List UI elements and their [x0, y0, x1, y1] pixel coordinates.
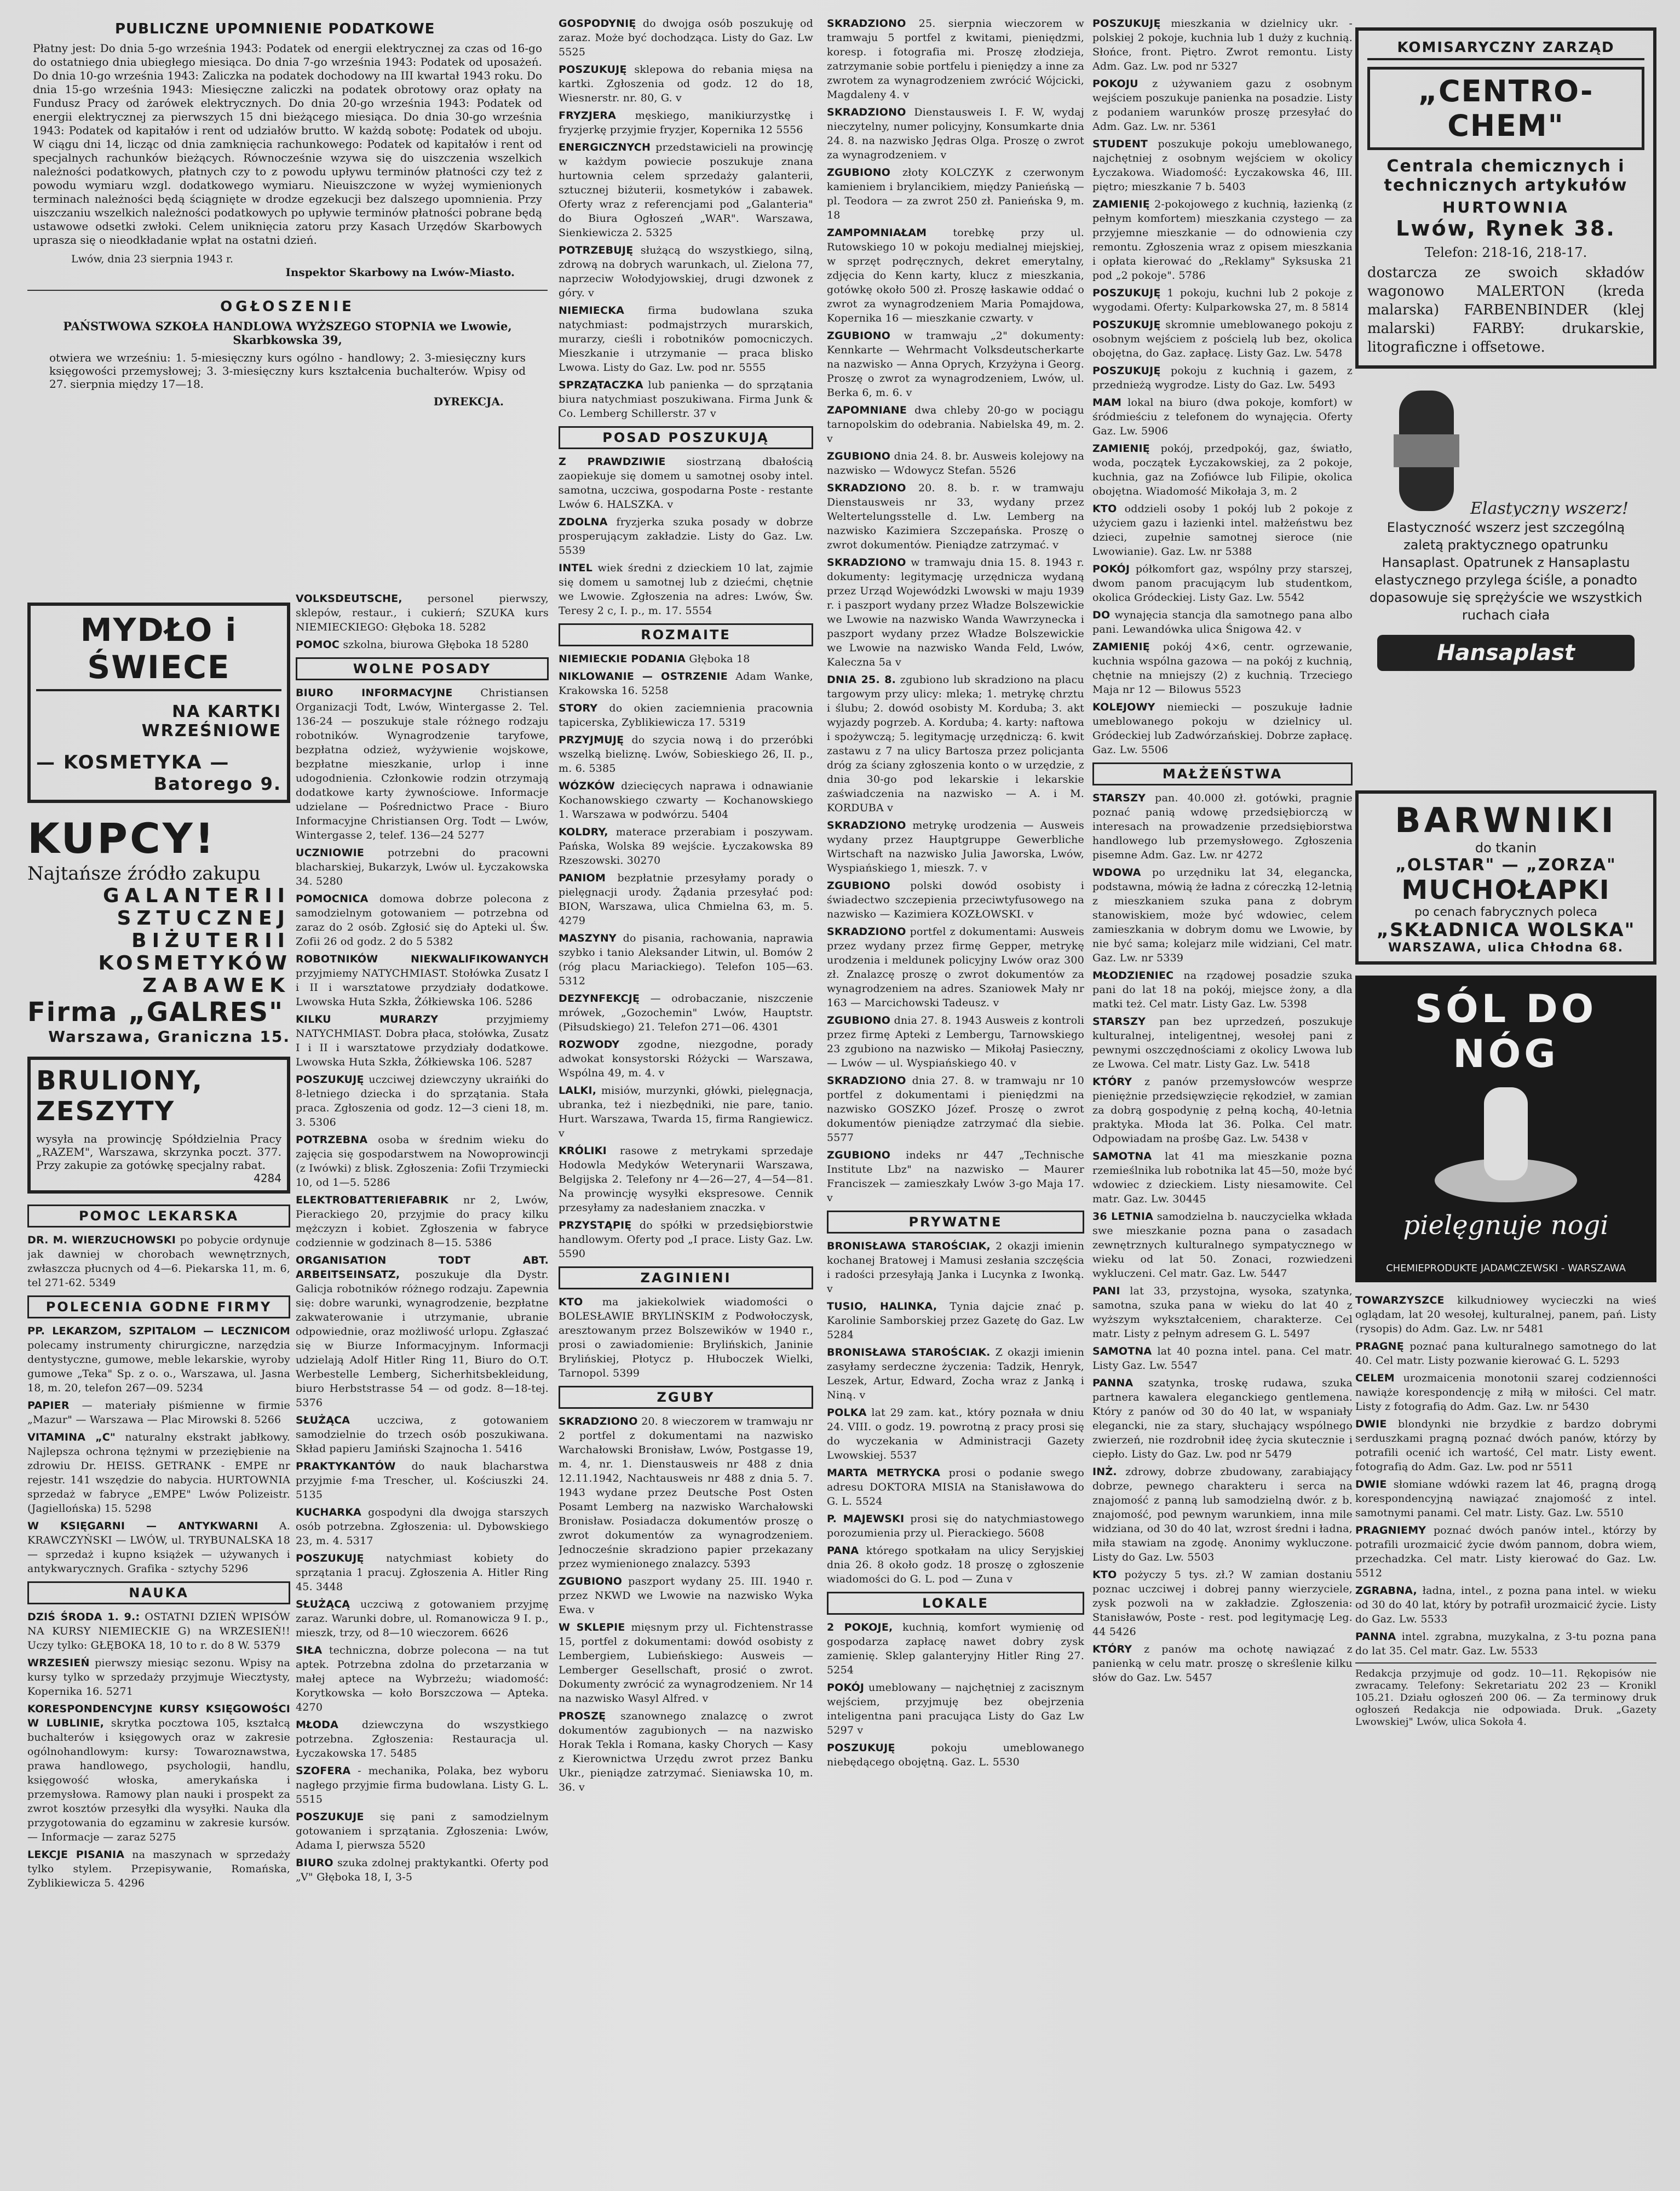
- classified-ad: POTRZEBNA osoba w średnim wieku do zajęcia się gospodarstwem na Nowoprowincji (z Iwówki) z blisk. Zgłoszenia: Zofii Trzymiecki 10, od 1—5. 5286: [296, 1134, 549, 1189]
- classified-ad: POSZUKUJĘ skromnie umeblowanego pokoju z osobnym wejściem z pościelą lub bez, okolica obojętna, do Gaz. zapłacę. Listy Gaz. Lw. 5478: [1092, 319, 1353, 359]
- classified-ad: POSZUKUJĘ natychmiast kobiety do sprzątania 1 pracuj. Zgłoszenia A. Hitler Ring 45. 3448: [296, 1552, 549, 1593]
- sol-ad: [1355, 976, 1656, 1282]
- section-pomoc-lekarska: POMOC LEKARSKA: [27, 1205, 290, 1228]
- classified-ad: SKRADZIONO portfel z dokumentami: Ausweis przez wydany przez firmę Gepper, metrykę urodzenia i meldunek policyjny Lwów oraz 300 zł. Znalazcę proszę o zwrot dokumentów za wynagrodzeniem na adres. Szaniowek Mały nr 163 — Marcichowski Tadeusz. v: [827, 926, 1084, 1009]
- classified-ad: POSZUKUJĘ pokoju z kuchnią i gazem, z przednieżą wygrodze. Listy do Gaz. Lw. 5493: [1092, 365, 1353, 391]
- classified-ad: ELEKTROBATTERIEFABRIK nr 2, Lwów, Pierackiego 20, przyjmie do pracy kilku mężczyzn i kobiet. Zgłoszenia w fabryce codziennie w godzinach 8—15. 5386: [296, 1194, 549, 1249]
- hansa-text: Elastyczność wszerz jest szczególną zaletą praktycznego opatrunku Hansaplast. Opatrunek z Hansaplastu elastycznego przylega ściśle, a ponadto dopasowuje się sprężyście we wszystkich ruchach ciała: [1369, 520, 1643, 623]
- classified-ad: POKÓJ półkomfort gaz, wspólny przy starszej, dwom panom pracującym lub studentkom, okolica Gródeckiej. Listy Gaz. Lw. 5542: [1092, 563, 1353, 604]
- section-zguby: ZGUBY: [559, 1386, 813, 1409]
- kupcy-address: Warszawa, Graniczna 15.: [48, 1028, 290, 1046]
- classified-ad: POSZUKUJĘ mieszkania w dzielnicy ukr. - polskiej 2 pokoje, kuchnia lub 1 duży z kuchnią. Słońce, front. Piętro. Zwrot remontu. Listy Adm. Gaz. Lw. pod nr 5327: [1092, 18, 1353, 72]
- classified-ad: MAM lokal na biuro (dwa pokoje, komfort) w śródmieściu z telefonem do wynajęcia. Oferty Gaz. Lw. 5906: [1092, 397, 1353, 437]
- classified-ad: UCZNIOWIE potrzebni do pracowni blacharskiej, Bukarzyk, Lwów ul. Łyczakowska 34. 5280: [296, 847, 549, 887]
- tax-notice-block: [27, 16, 548, 570]
- centro-sub: Centrala chemicznych i technicznych artykułów: [1384, 157, 1628, 195]
- classified-ad: ZGUBIONO w tramwaju „2" dokumenty: Kennkarte — Wehrmacht Volksdeutscherkarte na nazwisko — Anna Oprych, Krzyżyna i Georg. Proszę o zwrot za wynagrodzeniem, Lwów, ul. Berka 6, m. 6. v: [827, 330, 1084, 399]
- section-lokale: LOKALE: [827, 1592, 1084, 1615]
- classified-ad: STORY do okien zaciemnienia pracownia tapicerska, Zyblikiewicza 17. 5319: [559, 702, 813, 729]
- classified-ad: ORGANISATION TODT ABT. ARBEITSEINSATZ, poszukuje dla Dystr. Galicja robotników różnego rodzaju. Zapewnia się: dobre warunki, wynagrodzenie, bezpłatne zakwaterowanie i utrzymanie, ubranie odpowiednie, oraz możliwość urlopu. Zgłaszać się w Biurze Informacyjnym. Informacji udzielają Adolf Hitler Ring 11, Biuro do O.T. Werbestelle Lemberg, Sicherhitsbekleidung, biuro Herbststrasse 54 — od godz. 8—18-tej. 5376: [296, 1254, 549, 1409]
- classified-ad: KTO oddzieli osoby 1 pokój lub 2 pokoje z użyciem gazu i łazienki intel. małżeństwu bez dzieci, zupełnie samotnej sieroce (nie Lwowianie). Gaz. Lw. nr 5388: [1092, 503, 1353, 558]
- column-5: [1092, 16, 1353, 2180]
- column-6: [1355, 16, 1656, 2180]
- classified-ad: ZGUBIONO paszport wydany 25. III. 1940 r. przez NKWD we Lwowie na nazwisko Wyka Ewa. v: [559, 1575, 813, 1616]
- classified-ad: PRAKTYKANTÓW do nauk blacharstwa przyjmie f-ma Trescher, ul. Kościuszki 24. 5135: [296, 1460, 549, 1501]
- kupcy-intro: Najtańsze źródło zakupu: [27, 863, 261, 885]
- classified-ad: ZGUBIONO polski dowód osobisty i świadectwo szczepienia przeciwtyfusowego na nazwisko — Kazimiera KOZŁOWSKI. v: [827, 880, 1084, 920]
- classified-ad: NIKLOWANIE — OSTRZENIE Adam Wanke, Krakowska 16. 5258: [559, 670, 813, 697]
- classified-ad: SKRADZIONO dnia 27. 8. w tramwaju nr 10 portfel z dokumentami i pieniędzmi na nazwisko GOSZKO Józef. Proszę o zwrot dokumentów pieniądze zatrzymać dla siebie. 5577: [827, 1075, 1084, 1144]
- section-prywatne: PRYWATNE: [827, 1211, 1084, 1234]
- section-malzenstwa: MAŁŻEŃSTWA: [1092, 762, 1353, 785]
- section-rozmaite: ROZMAITE: [559, 623, 813, 646]
- classified-ad: PRAGNIEMY poznać dwóch panów intel., którzy by potrafili urozmaicić życie dwóm pannom, dobra wiem, przechadzka. Cel matr. Listy kierować do Gaz. Lw. 5512: [1355, 1524, 1656, 1579]
- classified-ad: ZAMIENIĘ pokój 4×6, centr. ogrzewanie, kuchnia wspólna gazowa — na pokój z kuchnią, chętnie na mniejszy (2) z kuchnią. Trzeciego Maja nr 12 — Bilowus 5523: [1092, 641, 1353, 696]
- bruliony-title: BRULIONY, ZESZYTY: [36, 1065, 203, 1127]
- divider: [1355, 1662, 1656, 1664]
- classified-ad: MARTA METRYCKA prosi o podanie swego adresu DOKTORA MISIA na Stanisławowa do G. L. 5524: [827, 1467, 1084, 1507]
- classified-ad: STARSZY pan. 40.000 zł. gotówki, pragnie poznać panią wdowę przedsiębiorczą w interesach na prowadzenie przedsiębiorstwa handlowego lub przemysłowego. Zgłoszenia pisemne Adm. Gaz. Lw. nr 4272: [1092, 792, 1353, 861]
- classified-ad: POKOJU z używaniem gazu z osobnym wejściem poszukuje panienka na posadzie. Listy z podaniem warunków proszę przesyłać do Adm. Gaz. Lw. nr. 5361: [1092, 78, 1353, 133]
- classified-ad: GOSPODYNIĘ do dwojga osób poszukuję od zaraz. Może być dochodząca. Listy do Gaz. Lw 5525: [559, 18, 813, 58]
- classified-ad: DWIE blondynki nie brzydkie z bardzo dobrymi serduszkami pragną poznać dwóch panów, którzy by potrafili ocenić ich wartość, Cel matr. Listy ewent. fotografią do Adm. Gaz. Lw. pod nr 5511: [1355, 1418, 1656, 1473]
- classified-ad: BRONISŁAWA STAROŚCIAK. Z okazji imienin zasyłamy serdeczne życzenia: Tadzik, Henryk, Leszek, Artur, Edward, Zocha wraz z Janką i Niną. v: [827, 1346, 1084, 1401]
- hansa-slogan: Elastyczny wszerz!: [1470, 499, 1629, 517]
- sol-title: SÓL DO NÓG: [1414, 986, 1597, 1076]
- classified-ad: SKRADZIONO 25. sierpnia wieczorem w tramwaju 5 portfel z kwitami, pieniędzmi, koresp. i fotografia mi. Proszę złodzieja, zatrzymanie sobie portfelu i pieniędzy a inne za zwrotem za wynagrodzeniem zwrócić Wójcicki, Magdaleny 4. v: [827, 18, 1084, 101]
- classified-ad: INTEL wiek średni z dzieckiem 10 lat, zajmie się domem u samotnej lub z dziećmi, chętnie we Lwowie. Zgłoszenia na adres: Lwów, Św. Teresy 2 c, I. p., m. 17. 5554: [559, 562, 813, 617]
- classified-ad: STUDENT poszukuje pokoju umeblowanego, najchętniej z osobnym wejściem w okolicy Łyczakowa. Wiadomość: Łyczakowska 46, III. piętro; mieszkanie 7 b. 5403: [1092, 138, 1353, 193]
- classified-ad: POMOC szkolna, biurowa Głęboka 18 5280: [296, 639, 529, 651]
- centro-hurt: HURTOWNIA: [1442, 198, 1569, 216]
- mydlo-line1: NA KARTKI: [172, 702, 281, 721]
- classified-ad: KOLEJOWY niemiecki — poszukuje ładnie umeblowanego pokoju w dzielnicy ul. Gródeckiej lub Zadwórzańskiej. Dobrze zapłacę. Gaz. Lw. 5506: [1092, 701, 1353, 756]
- classified-ad: KTÓRY z panów przemysłowców wesprze pieniężnie przedsięwzięcie rękodzieł, w zamian za dobrą gospodynię z pełną kochą, 40-letnia praktyka. Młoda lat 36. Polka. Cel matr. Odpowiadam na prośbę Gaz. Lw. 5438 v: [1092, 1076, 1353, 1145]
- classified-ad: DO wynajęcia stancja dla samotnego pana albo pani. Lewandówka ulica Śnigowa 42. v: [1092, 609, 1353, 635]
- barwniki-firm: „SKŁADNICA WOLSKA": [1376, 919, 1636, 941]
- section-zaginieni: ZAGINIENI: [559, 1266, 813, 1289]
- classified-ad: ZGUBIONO indeks nr 447 „Technische Institute Lbz" na nazwisko — Maurer Franciszek — zamieszkały Lwów 3-go Maja 17. v: [827, 1149, 1084, 1204]
- classified-ad: POSZUKUJE się pani z samodzielnym gotowaniem i sprzątania. Zgłoszenia: Lwów, Adama I, pierwsza 5520: [296, 1811, 549, 1851]
- classified-ad: TOWARZYSZCE kilkudniowey wycieczki na wieś oglądam, lat 20 wesołej, kulturalnej, panem, pań. Listy (rysopis) do Adm. Gaz. Lw. nr 5481: [1355, 1294, 1656, 1335]
- classified-ad: PROSZĘ szanownego znalazcę o zwrot dokumentów zagubionych — na nazwisko Horak Tekla i Romana, kasky Chorych — Kasy z Kierownictwa Urzędu zwrot przez Banku Ukr., pieniądze zatrzymać. Sieniawska 10, m. 36. v: [559, 1710, 813, 1793]
- tax-notice-title: PUBLICZNE UPOMNIENIE PODATKOWE: [115, 21, 435, 37]
- kupcy-item-1: GALANTERII: [103, 885, 290, 907]
- classified-ad: POTRZEBUJĘ służącą do wszystkiego, silną, zdrową na dobrych warunkach, ul. Zielona 77, naprzeciw Wołodyjowskiej, drugi dzwonek z góry. v: [559, 244, 813, 299]
- barwniki-price: po cenach fabrycznych poleca: [1414, 905, 1598, 919]
- hansa-brand: Hansaplast: [1377, 635, 1635, 671]
- section-polecenia: POLECENIA GODNE FIRMY: [27, 1295, 290, 1318]
- classified-ad: POSZUKUJĘ pokoju umeblowanego niebędącego obojętną. Gaz. L. 5530: [827, 1742, 1084, 1768]
- kupcy-firm: Firma „GALRES": [27, 997, 284, 1028]
- kupcy-item-4: KOSMETYKÓW: [98, 952, 290, 974]
- classified-ad: ZGRABNA, ładna, intel., z pozna pana intel. w wieku od 30 do 40 lat, który by potrafił urozmaicić życie. Listy do Gaz. Lw. 5533: [1355, 1585, 1656, 1625]
- barwniki-item: MUCHOŁAPKI: [1401, 875, 1610, 905]
- barwniki-ad: [1355, 790, 1656, 965]
- editorial-footer: Redakcja przyjmuje od godz. 10—11. Rękopisów nie zwracamy. Telefony: Sekretariatu 202 23 — Kronikl 105.21. Działu ogłoszeń 200 06. — Za terminowy druk ogłoszeń Redakcja nie odpowiada. Druk. „Gazety Lwowskiej" Lwów, ulica Sokoła 4.: [1355, 1668, 1656, 1728]
- classified-ad: PANNA szatynka, troskę rudawa, szuka partnera kawalera eleganckiego gentlemena. Który z panów od 30 do 40 lat, w wspaniały elegancki, nie za stary, słuchający wspólnego zwierzeń, nie rozdrobnił ideę życia skutecznie i ciepło. Listy do Gaz. Lw. pod nr 5479: [1092, 1377, 1353, 1460]
- classified-ad: BIURO szuka zdolnej praktykantki. Oferty pod „V" Głęboka 18, I, 3-5: [296, 1857, 549, 1883]
- classified-ad: ZAMIENIĘ pokój, przedpokój, gaz, światło, woda, początek Łyczakowskiej, za 2 pokoje, kuchnia, gaz na Zofiówce lub Filipie, okolica obojętna. Wiadomość Mikołaja 3, m. 2: [1092, 443, 1353, 497]
- mydlo-title: MYDŁO i ŚWIECE: [36, 611, 281, 691]
- barwniki-addr: WARSZAWA, ulica Chłodna 68.: [1388, 941, 1624, 955]
- classified-ad: PANA którego spotkałam na ulicy Seryjskiej dnia 26. 8 około godz. 18 proszę o zgłoszenie wiadomości do G. L. pod — Zuna v: [827, 1545, 1084, 1585]
- classified-ad: SAMOTNA lat 41 ma mieszkanie pozna rzemieślnika lub robotnika lat 45—50, może być wdowiec z dzieckiem. Listy niesamowite. Cel matr. Gaz. Lw. 30445: [1092, 1150, 1353, 1205]
- kupcy-title: KUPCY!: [27, 814, 216, 863]
- school-sign: DYREKCJA.: [433, 395, 504, 408]
- classified-ad: W KSIĘGARNI — ANTYKWARNI A. KRAWCZYŃSKI — LWÓW, ul. TRYBUNALSKA 18 — sprzedaż i kupno książek — używanych i antykwarycznych. Grafika - sztychy 5296: [27, 1520, 290, 1575]
- bruliony-code: 4284: [254, 1172, 281, 1185]
- kupcy-item-3: BIŻUTERII: [131, 930, 290, 952]
- classified-ad: BIURO INFORMACYJNE Christiansen Organizacji Todt, Lwów, Wintergasse 2. Tel. 136-24 — poszukuje stale różnego rodzaju robotników. Wynagrodzenie taryfowe, bezpłatna odzież, wyżywienie wojskowe, bezpłatne mieszkanie, urlop i inne udogodnienia. Członkowie rodzin otrzymają dodatkowe karty żywnościowe. Informacje udzielane — Pośrednictwo Prace - Biuro Informacyjne Christiansen Org. Todt — Lwów, Wintergasse 2, telef. 136—24 5277: [296, 687, 549, 841]
- classified-ad: ENERGICZNYCH przedstawicieli na prowincję w każdym powiecie poszukuje znana hurtownia celem sprzedaży galanterii, sztucznej biżuterii, kosmetyków i zabawek. Oferty wraz z referencjami pod „Galanteria" do Biura Ogłoszeń „WAR". Warszawa, Sienkiewicza 2. 5325: [559, 141, 813, 239]
- classified-ad: SIŁA techniczna, dobrze polecona — na tut aptek. Potrzebna zdolna do przetarzania w małej aptece na Wybrzeżu; wiadomość: Korytkowska — koło Borszczowa — Apteka. 4270: [296, 1644, 549, 1713]
- classified-ad: SAMOTNA lat 40 pozna intel. pana. Cel matr. Listy Gaz. Lw. 5547: [1092, 1345, 1353, 1372]
- bruliony-text: wysyła na prowincję Spółdzielnia Pracy „RAZEM", Warszawa, skrzynka poczt. 377. Przy zakupie za gotówkę specjalny rabat.: [36, 1132, 281, 1172]
- barwniki-title: BARWNIKI: [1395, 800, 1617, 840]
- classified-ad: POSZUKUJĘ 1 pokoju, kuchni lub 2 pokoje z wygodami. Oferty: Kulparkowska 27, m. 8 5814: [1092, 287, 1353, 313]
- centro-tel: Telefon: 218-16, 218-17.: [1424, 245, 1587, 260]
- mydlo-line2: WRZEŚNIOWE: [141, 721, 281, 741]
- classified-ad: NIEMIECKIE PODANIA Głęboka 18: [559, 653, 750, 665]
- classified-ad: NIEMIECKA firma budowlana szuka natychmiast: podmajstrzych murarskich, murarzy, cieśli i robotników pomocniczych. Mieszkanie i utrzymanie — praca blisko Lwowa. Listy do Gaz. Lw. pod nr. 5555: [559, 305, 813, 374]
- classified-ad: KTO ma jakiekolwiek wiadomości o BOLESŁAWIE BRYLIŃSKIM z Podwołoczysk, aresztowanym przez Bolszewików w 1940 r., prosi o zawiadomienie: Brylińskich, Janinie Brylińskiej, Płotycz p. Hłuboczek Wielki, Tarnopol. 5399: [559, 1296, 813, 1379]
- classified-ad: KOLDRY, materace przerabiam i poszywam. Pańska, Wolska 89 wejście. Łyczakowska 89 Rzeszowski. 30270: [559, 826, 813, 867]
- column-2: [296, 592, 549, 2180]
- centro-addr: Lwów, Rynek 38.: [1396, 216, 1616, 240]
- tax-notice-text: Płatny jest: Do dnia 5-go września 1943: Podatek od energii elektrycznej za czas od 16-go do ostatniego dnia ubiegłego miesiąca. Do dnia 7-go września 1943: Podatek od uposażeń. Do dnia 10-go września 1943: Zaliczka na podatek dochodowy na III kwartał 1943 roku. Do dnia 15-go września 1943: Miesięczne zaliczki na podatek obrotowy oraz opłaty na Fundusz Pracy od żarówek elektrycznych. Do dnia 20-go września 1943: Podatek od energii elektrycznej za pierwszych 15 dni bieżącego miesiąca. Do dnia 30-go września 1943: Podatek od kapitałów i rent od udziałów brutto. W każdą sobotę: Podatek od uboju. W ciągu dni 14, licząc od dnia zamknięcia rachunkowego: Podatek od kapitałów i rent od specjalnych rachunków bieżących. Równocześnie wzywa się do uiszczenia wszelkich należności podatkowych, płatnych czy to z powodu upływu terminów płatności czy też z powodu wymiaru wzgl. dodatkowego wymiaru. Nieuiszczone w wyżej wymienionych terminach należności będą ściągnięte w drodze egzekucji bez dalszego upomnienia. Przy uiszczaniu wszelkich należności podatkowych po upływie terminów płatności pobrane będą ustawowe odsetki zwłoki. Celem uniknięcia zatoru przy Kasach Urzędów Skarbowych uprasza się o nieodkładanie wpłat na ostatni dzień.: [33, 42, 542, 246]
- tax-notice-date: Lwów, dnia 23 sierpnia 1943 r.: [71, 253, 233, 265]
- classified-ad: KTÓRY z panów ma ochotę nawiązać z panienką w celu matr. proszę o skreślenie kilku słów do Gaz. Lw. 5457: [1092, 1643, 1353, 1684]
- classified-ad: DWIE słomiane wdówki razem lat 46, pragną drogą korespondencyjną nawiązać znajomość z intel. samotnymi panami. Cel matr. Listy. Gaz. Lw. 5510: [1355, 1478, 1656, 1519]
- classified-ad: 2 POKOJE, kuchnią, komfort wymienię od gospodarza zapłacę nawet dobry zysk zamienię. Sklep galanteryjny Hitler Ring 27. 5254: [827, 1621, 1084, 1676]
- classified-ad: PRAGNĘ poznać pana kulturalnego samotnego do lat 40. Cel matr. Listy pozwanie kierować G. L. 5293: [1355, 1340, 1656, 1367]
- school-title: OGŁOSZENIE: [220, 299, 355, 315]
- classified-ad: BRONISŁAWA STAROŚCIAK, 2 okazji imienin kochanej Bratowej i Mamusi zesłania szczęścia i radości przesyłają Janka i Lucynka z Iwonką. v: [827, 1240, 1084, 1295]
- classified-ad: POSZUKUJĘ sklepowa do rebania mięsa na kartki. Zgłoszenia od godz. 12 do 18, Wiesnerstr. nr. 80, G. v: [559, 64, 813, 104]
- classified-ad: PRZYJMUJĘ do szycia nową i do przeróbki wszelką bieliznę. Lwów, Sobieskiego 26, II. p., m. 6. 5385: [559, 734, 813, 775]
- classified-ad: LEKCJE PISANIA na maszynach w sprzedaży tylko stylem. Przepisywanie, Romańska, Zyblikiewicza 5. 4296: [27, 1849, 290, 1889]
- sol-maker: CHEMIEPRODUKTE JADAMCZEWSKI - WARSZAWA: [1386, 1263, 1626, 1274]
- classified-ad: MŁODZIENIEC na rządowej posadzie szuka pani do lat 18 na pokój, miejsce żony, a dla matki też. Cel matr. Listy Gaz. Lw. 5398: [1092, 970, 1353, 1010]
- classified-ad: SŁUŻĄCA uczciwa, z gotowaniem samodzielnie do trzech osób poszukiwana. Skład papieru Jamiński Szajnocha 1. 5416: [296, 1414, 549, 1455]
- kupcy-item-2: SZTUCZNEJ: [117, 907, 290, 930]
- mydlo-line3: — KOSMETYKA —: [36, 752, 230, 773]
- classified-ad: KUCHARKA gospodyni dla dwojga starszych osób potrzebna. Zgłoszenia: ul. Dybowskiego 23, m. 4. 5317: [296, 1506, 549, 1547]
- classified-ad: WÓZKÓW dziecięcych naprawa i odnawianie Kochanowskiego czwarty — Kochanowskiego 1. Warszawa w podwórzu. 5404: [559, 780, 813, 821]
- tax-notice-signature: Inspektor Skarbowy na Lwów-Miasto.: [285, 266, 515, 279]
- classified-ad: KILKU MURARZY przyjmiemy NATYCHMIAST. Dobra płaca, stołówka, Zusatz I i II i warsztatowe przydziały dodatkowe. Lwowska Huta Szkła, Żółkiewska 106. 5287: [296, 1013, 549, 1068]
- classified-ad: ZGUBIONO dnia 24. 8. br. Ausweis kolejowy na nazwisko — Wdowycz Stefan. 5526: [827, 450, 1084, 477]
- classified-ad: P. MAJEWSKI prosi się do natychmiastowego porozumienia przy ul. Pierackiego. 5608: [827, 1513, 1084, 1539]
- barwniki-sub: do tkanin: [1475, 840, 1537, 856]
- classified-ad: ZGUBIONO dnia 27. 8. 1943 Ausweis z kontroli przez firmę Apteki z Lembergu, Tarnowskiego 23 zgubiono na nazwisko — Mikołaj Pasieczny, — Lwów — ul. Wyspiańskiego 40. v: [827, 1014, 1084, 1069]
- classified-ad: SZOFERA - mechanika, Polaka, bez wyboru nagłego przyjmie firma budowlana. Listy G. L. 5515: [296, 1765, 549, 1805]
- classified-ad: ZGUBIONO złoty KOLCZYK z czerwonym kamieniem i brylancikiem, między Panieńską — pl. Teodora — za zwrot 250 zł. Panieńska 9, m. 18: [827, 167, 1084, 221]
- classified-ad: KORESPONDENCYJNE KURSY KSIĘGOWOŚCI W LUBLINIE, skrytka pocztowa 105, kształcą buchalterów i księgowych oraz w zakresie ogólnohandlowym: kursy: Towaroznawstwa, prawa handlowego, psychologii, handlu, księgowość włoska, amerykańska i przemysłowa. Ramowy plan nauki i prospekt za zwrot kosztów przesyłki dla wysyłki. Nauka dla przygotowania do egzaminu w zakresie kursów. — Informacje — zaraz 5275: [27, 1703, 290, 1843]
- classified-ad: VITAMINA „C" naturalny ekstrakt jabłkowy. Najlepsza ochrona tężnymi w przeziębienie na zdrowiu Dr. HEISS. GETRANK - EMPE nr rejestr. 141 wszędzie do nabycia. HURTOWNIA sprzedaż w fabryce „EMPE" Lwów Polizeistr. (Jagiellońska) 15. 5298: [27, 1431, 290, 1515]
- classified-ad: SŁUŻĄCĄ uczciwą z gotowaniem przyjmę zaraz. Warunki dobre, ul. Romanowicza 9 I. p., mieszk, trzy, od 8—10 wieczorem. 6626: [296, 1598, 549, 1639]
- classified-ad: SKRADZIONO metrykę urodzenia — Ausweis wydany przez Hauptgruppe Gewerbliche Wirtschaft na nazwisko Julia Jaworska, Lwów, Wyspiańskiego 1, mieszk. 7. v: [827, 819, 1084, 874]
- bruliony-ad: [27, 1057, 290, 1194]
- classified-ad: ROBOTNIKÓW NIEKWALIFIKOWANYCH przyjmiemy NATYCHMIAST. Stołówka Zusatz I i II i warsztatowe przydziały dodatkowe. Lwowska Huta Szkła, Żółkiewska 106. 5286: [296, 953, 549, 1008]
- classified-ad: MŁODA dziewczyna do wszystkiego potrzebna. Zgłoszenia: Restauracja ul. Łyczakowska 17. 5485: [296, 1719, 549, 1759]
- classified-ad: POMOCNICA domowa dobrze polecona z samodzielnym gotowaniem — potrzebna od zaraz do 2 osób. Zgłosić się do Apteki ul. Św. Zofii 26 od godz. 2 do 5 5382: [296, 893, 549, 948]
- classified-ad: STARSZY pan bez uprzedzeń, poszukuje kulturalnej, inteligentnej, wesołej pani z pewnymi oszczędnościami z okolicy Lwowa lub ze Lwowa. Cel matr. Listy Gaz. Lw. 5418: [1092, 1016, 1353, 1070]
- column-4: [827, 16, 1084, 2180]
- divider: [27, 290, 548, 291]
- foot-bath-icon: [1424, 1076, 1588, 1208]
- classified-ad: ROZWODY zgodne, niezgodne, porady adwokat konsystorski Różycki — Warszawa, Wspólna 49, m. 4. v: [559, 1039, 813, 1079]
- classified-ad: KRÓLIKI rasowe z metrykami sprzedaje Hodowla Medyków Weterynarii Warszawa, Belgijska 2. Telefony nr 4—26—27, 4—54—81. Na prowincję wysyłki ekspresowe. Cennik przesyłamy za nadesłaniem znaczka. v: [559, 1145, 813, 1214]
- section-posad-poszukuja: POSAD POSZUKUJĄ: [559, 426, 813, 449]
- mydlo-line4: Batorego 9.: [153, 773, 281, 794]
- classified-ad: PANNA intel. zgrabna, muzykalna, z 3-tu pozna pana do lat 35. Cel matr. Gaz. Lw. 5533: [1355, 1631, 1656, 1657]
- mydlo-ad: [27, 603, 290, 803]
- classified-ad: PANI lat 33, przystojna, wysoka, szatynka, samotna, szuka pana w wieku do lat 40 z wyższym wykształceniem, charakterze. Cel matr. Listy z pełnym adresem G. L. 5497: [1092, 1285, 1353, 1340]
- classified-ad: DEZYNFEKCJĘ — odrobaczanie, niszczenie mrówek, „Gozochemin" Lwów, Hauptstr. (Piłsudskiego) 21. Telefon 271—06. 4301: [559, 993, 813, 1033]
- classified-ad: DR. M. WIERZUCHOWSKI po pobycie ordynuje jak dawniej w chorobach wewnętrznych, zwłaszcza płucnych od 4—6. Piekarska 11, m. 6, tel 271-62. 5349: [27, 1234, 290, 1289]
- classified-ad: DZIŚ ŚRODA 1. 9.: OSTATNI DZIEŃ WPISÓW NA KURSY NIEMIECKIE G) na WRZESIEŃ!! Uczy tylko: GŁĘBOKA 18, 10 to r. do 8 W. 5379: [27, 1611, 290, 1651]
- section-wolne-posady: WOLNE POSADY: [296, 657, 549, 680]
- classified-ad: SKRADZIONO w tramwaju dnia 15. 8. 1943 r. dokumenty: legitymację urzędnicza wydaną przez Urząd Wojewódzki Lwowski w maju 1939 r. i paszport wydany przez Władze Bolszewickie we Lwowie na nazwisko Wanda Wawrzynecka i paszport wydany przez Władze Bolszewickie we Lwowie na nazwisko Wanda Feld, Lwów, Kaleczna 5a v: [827, 557, 1084, 668]
- classified-ad: SPRZĄTACZKA lub panienka — do sprzątania biura natychmiast poszukiwana. Firma Junk & Co. Lemberg Schillerstr. 37 v: [559, 379, 813, 420]
- classified-ad: ZAPOMNIANE dwa chleby 20-go w pociągu tarnopolskim do odebrania. Nabielska 49, m. 2. v: [827, 404, 1084, 445]
- classified-ad: ZAMPOMNIAŁAM torebkę przy ul. Rutowskiego 10 w pokoju medialnej miejskiej, w sprzęt podręcznych, dekret emerytalny, zdjęcia do Kenn karty, klucz z mieszkania, gotówkę około 500 zł. Proszę łaskawie oddać o zwrot za wynagrodzeniem Maria Pomajdowa, Kopernika 16 — mieszkanie czwarty. v: [827, 227, 1084, 324]
- classified-ad: WDOWA po urzędniku lat 34, elegancka, podstawna, mówią że ładna z córeczką 12-letnią z mieszkaniem szuka pana z dobrym stanowiskiem, może być wdowiec, celem zamieszkania w dobrym domu we Lwowie, by nie być sama; kolejarz mile widziani, Cel matr. Gaz. Lw. nr 5339: [1092, 867, 1353, 964]
- centro-chem-ad: [1355, 27, 1656, 369]
- classified-ad: KTO pożyczy 5 tys. zł.? W zamian dostaniu poznac uczciwej i dobrej panny wierzyciele, zysk pozwoli na w zakładzie. Zgłoszenia: Stanisławów, Poste - rest. pod legitymację Leg. 44 5426: [1092, 1569, 1353, 1638]
- classified-ad: DNIA 25. 8. zgubiono lub skradziono na placu targowym przy ulicy: mleka; 1. metrykę chrztu i ślubu; 2. dowód osobisty M. Korduba; 3. akt wyjazdy pogrzeb. A. Korduba; 4. karty: naftowa i spożywczą; 5. legitymację urzędniczą: 6. kwit zastawu z 7 na ulicy Bartosza przez policjanta dróg za ściany zgłoszenia konto o w urzędzie, z dnia 30-go pod lekarskie i lekarskie zaświadczenia na nazwisko — A. i M. KORDUBA v: [827, 674, 1084, 814]
- classified-ad: PP. LEKARZOM, SZPITALOM — LECZNICOM polecamy instrumenty chirurgiczne, narzędzia dentystyczne, gumowe, meble lekarskie, wyroby gumowe „Teka" Sp. z o. o., Warszawa, ul. Jasna 18, m. 20, telefon 267—09. 5234: [27, 1325, 290, 1394]
- classified-ad: MASZYNY do pisania, rachowania, naprawia szybko i tanio Aleksander Litwin, ul. Bomów 2 (róg placu Mariackiego). Telefon 105—63. 5312: [559, 932, 813, 987]
- classified-ad: W SKLEPIE mięsnym przy ul. Fichtenstrasse 15, portfel z dokumentami: dowód osobisty z Lembergiem, Lubieńskiego: Ausweis — Lemberger Gesellschaft, prosić o zwrot. Dokumenty zwrócić za wynagrodzeniem. Nr 14 na nazwisko Wasyl Alfred. v: [559, 1621, 813, 1705]
- classified-ad: SKRADZIONO 20. 8 wieczorem w tramwaju nr 2 portfel z dokumentami na nazwisko Warchałowski Bronisław, Lwów, Postgasse 19, m. 4, nr. 1. Dienstausweis nr 488 z dnia 12.11.1942, Nachtausweis nr 488 z dnia 5. 7. 1943 wydane przez Deutsche Post Osten Posamt Lemberg na nazwisko Warchałowski Bronisław. Posiadacza dokumentów proszę o zwrot dokumentów za wynagrodzeniem. Jednocześnie skradziono papier przekazany przez wymienionego znalazcy. 5393: [559, 1415, 813, 1570]
- classified-ad: POKÓJ umeblowany — najchętniej z zacisznym wejściem, przyjmuję bez obejrzenia inteligentna pani pracująca Listy do Gaz Lw 5297 v: [827, 1682, 1084, 1736]
- classified-ad: SKRADZIONO Dienstausweis I. F. W, wydaj nieczytelny, numer policyjny, Konsumkarte dnia 24. 8. na nazwisko Jędras Olga. Proszę o zwrot za wynagrodzeniem. v: [827, 106, 1084, 161]
- classified-ad: VOLKSDEUTSCHE, personel pierwszy, sklepów, restaur., i cukierń; SZUKA kurs NIEMIECKIEGO: Głęboka 18. 5282: [296, 593, 549, 633]
- classified-ad: TUSIO, HALINKA, Tynia dajcie znać p. Karolinie Samborskiej przez Gazetę do Gaz. Lw 5284: [827, 1300, 1084, 1341]
- classified-ad: FRYZJERA męskiego, manikiurzystkę i fryzjerkę przyjmie fryzjer, Kopernika 12 5556: [559, 110, 813, 136]
- classified-ad: POLKA lat 29 zam. kat., który poznała w dniu 24. VIII. o godz. 19. powrotną z pracy prosi się do wyczekania w Administracji Gazety Lwowskiej. 5537: [827, 1407, 1084, 1461]
- classified-ad: WRZESIEŃ pierwszy miesiąc sezonu. Wpisy na kursy tylko w sprzedaży przyjmuje Wiecztysty, Kopernika 16. 5271: [27, 1657, 290, 1697]
- centro-top: KOMISARYCZNY ZARZĄD: [1367, 39, 1644, 60]
- centro-name: „CENTRO-CHEM": [1367, 67, 1644, 150]
- classified-ad: PANIOM bezpłatnie przesyłamy porady o pielęgnacji urody. Żądania przesyłać pod: BION, Warszawa, ulica Chmielna 63, m. 5. 4279: [559, 872, 813, 927]
- classified-ad: INŻ. zdrowy, dobrze zbudowany, zarabiający dobrze, pewnego charakteru i serca na znajomość z panną lub samodzielną dwór. z b. znajomość, pod pewnym warunkiem, inna mile widziana, od 30 do 40 lat, wzrost średni i ładna, miła stawiam na zgodę. Anonimy wykluczone. Listy do Gaz. Lw. 5503: [1092, 1466, 1353, 1563]
- classified-ad: Z PRAWDZIWIE siostrzaną dbałością zaopiekuje się domem u samotnej osoby intel. samotna, uczciwa, gospodarna Poste - restante Lwów 6. HALSZKA. v: [559, 456, 813, 511]
- kupcy-ad: [27, 814, 290, 1046]
- classified-ad: CELEM urozmaicenia monotonii szarej codzienności nawiąże korespondencję z miłą w miłości. Cel matr. Listy z fotografią do Adm. Gaz. Lw. nr 5430: [1355, 1372, 1656, 1413]
- kupcy-item-5: ZABAWEK: [142, 974, 290, 997]
- classified-ad: PRZYSTĄPIĘ do spółki w przedsiębiorstwie handlowym. Oferty pod „I prace. Listy Gaz. Lw. 5590: [559, 1219, 813, 1260]
- school-subtitle: PAŃSTWOWA SZKOŁA HANDLOWA WYŻSZEGO STOPNIA we Lwowie, Skarbkowska 39,: [63, 319, 512, 347]
- classified-ad: PAPIER — materiały piśmienne w firmie „Mazur" — Warszawa — Plac Mirowski 8. 5266: [27, 1400, 290, 1426]
- centro-text: dostarcza ze swoich składów wagonowo MALERTON (kreda malarska) FARBENBINDER (klej malarski) FARBY: drukarskie, litograficzne i offsetowe.: [1367, 265, 1644, 355]
- classified-ad: LALKI, misiów, murzynki, główki, pielęgnacja, ubranka, też i niezbędniki, nie pare, tanio. Hurt. Warszawa, Twarda 15, firma Rangiewicz. v: [559, 1085, 813, 1139]
- classified-ad: SKRADZIONO 20. 8. b. r. w tramwaju Dienstausweis nr 33, wydany przez Weltertelungsstelle d. Lw. Lemberg na nazwisko Kazimiera Szczepańska. Proszę o zwrot dokumentów. Pieniądze zatrzymać. v: [827, 482, 1084, 551]
- column-3: [559, 16, 813, 2180]
- sol-slogan: pielęgnuje nogi: [1403, 1210, 1609, 1241]
- barwniki-brands: „OLSTAR" — „ZORZA": [1395, 856, 1616, 875]
- classified-ad: ZDOLNA fryzjerka szuka posady w dobrze prosperującym zakładzie. Listy do Gaz. Lw. 5539: [559, 516, 813, 557]
- hansaplast-ad: [1355, 385, 1656, 779]
- section-nauka: NAUKA: [27, 1581, 290, 1604]
- classified-ad: 36 LETNIA samodzielna b. nauczycielka wkłada swe mieszkanie pozna pana o zasadach zewnętrznych kulturalnego sympatycznego w wieku od lat 50. Zonaci, rozwiedzeni wykluczeni. Cel matr. Gaz. Lw. 5447: [1092, 1211, 1353, 1280]
- classified-ad: POSZUKUJĘ uczciwej dziewczyny ukraińki do 8-letniego dziecka i do sprzątania. Stała praca. Zgłoszenia od godz. 12—3 cieni 18, m. 3. 5306: [296, 1074, 549, 1128]
- classified-ad: ZAMIENIĘ 2-pokojowego z kuchnią, łazienką (z pełnym komfortem) mieszkania czystego — za przyjemne mieszkanie — do odnowienia czy remontu. Zgłoszenia wraz z opisem mieszkania i opłata kierować do „Reklamy" Syksuska 21 pod „2 pokoje". 5786: [1092, 198, 1353, 282]
- column-1: [27, 592, 290, 2180]
- bandage-illustration-icon: [1355, 385, 1656, 517]
- school-text: otwiera we wrześniu: 1. 5-miesięczny kurs ogólno - handlowy; 2. 3-miesięczny kurs księgowości przemysłowej; 3. 3-miesięczny kurs kształcenia buchalterów. Wpisy od 27. sierpnia między 17—18.: [49, 351, 526, 391]
